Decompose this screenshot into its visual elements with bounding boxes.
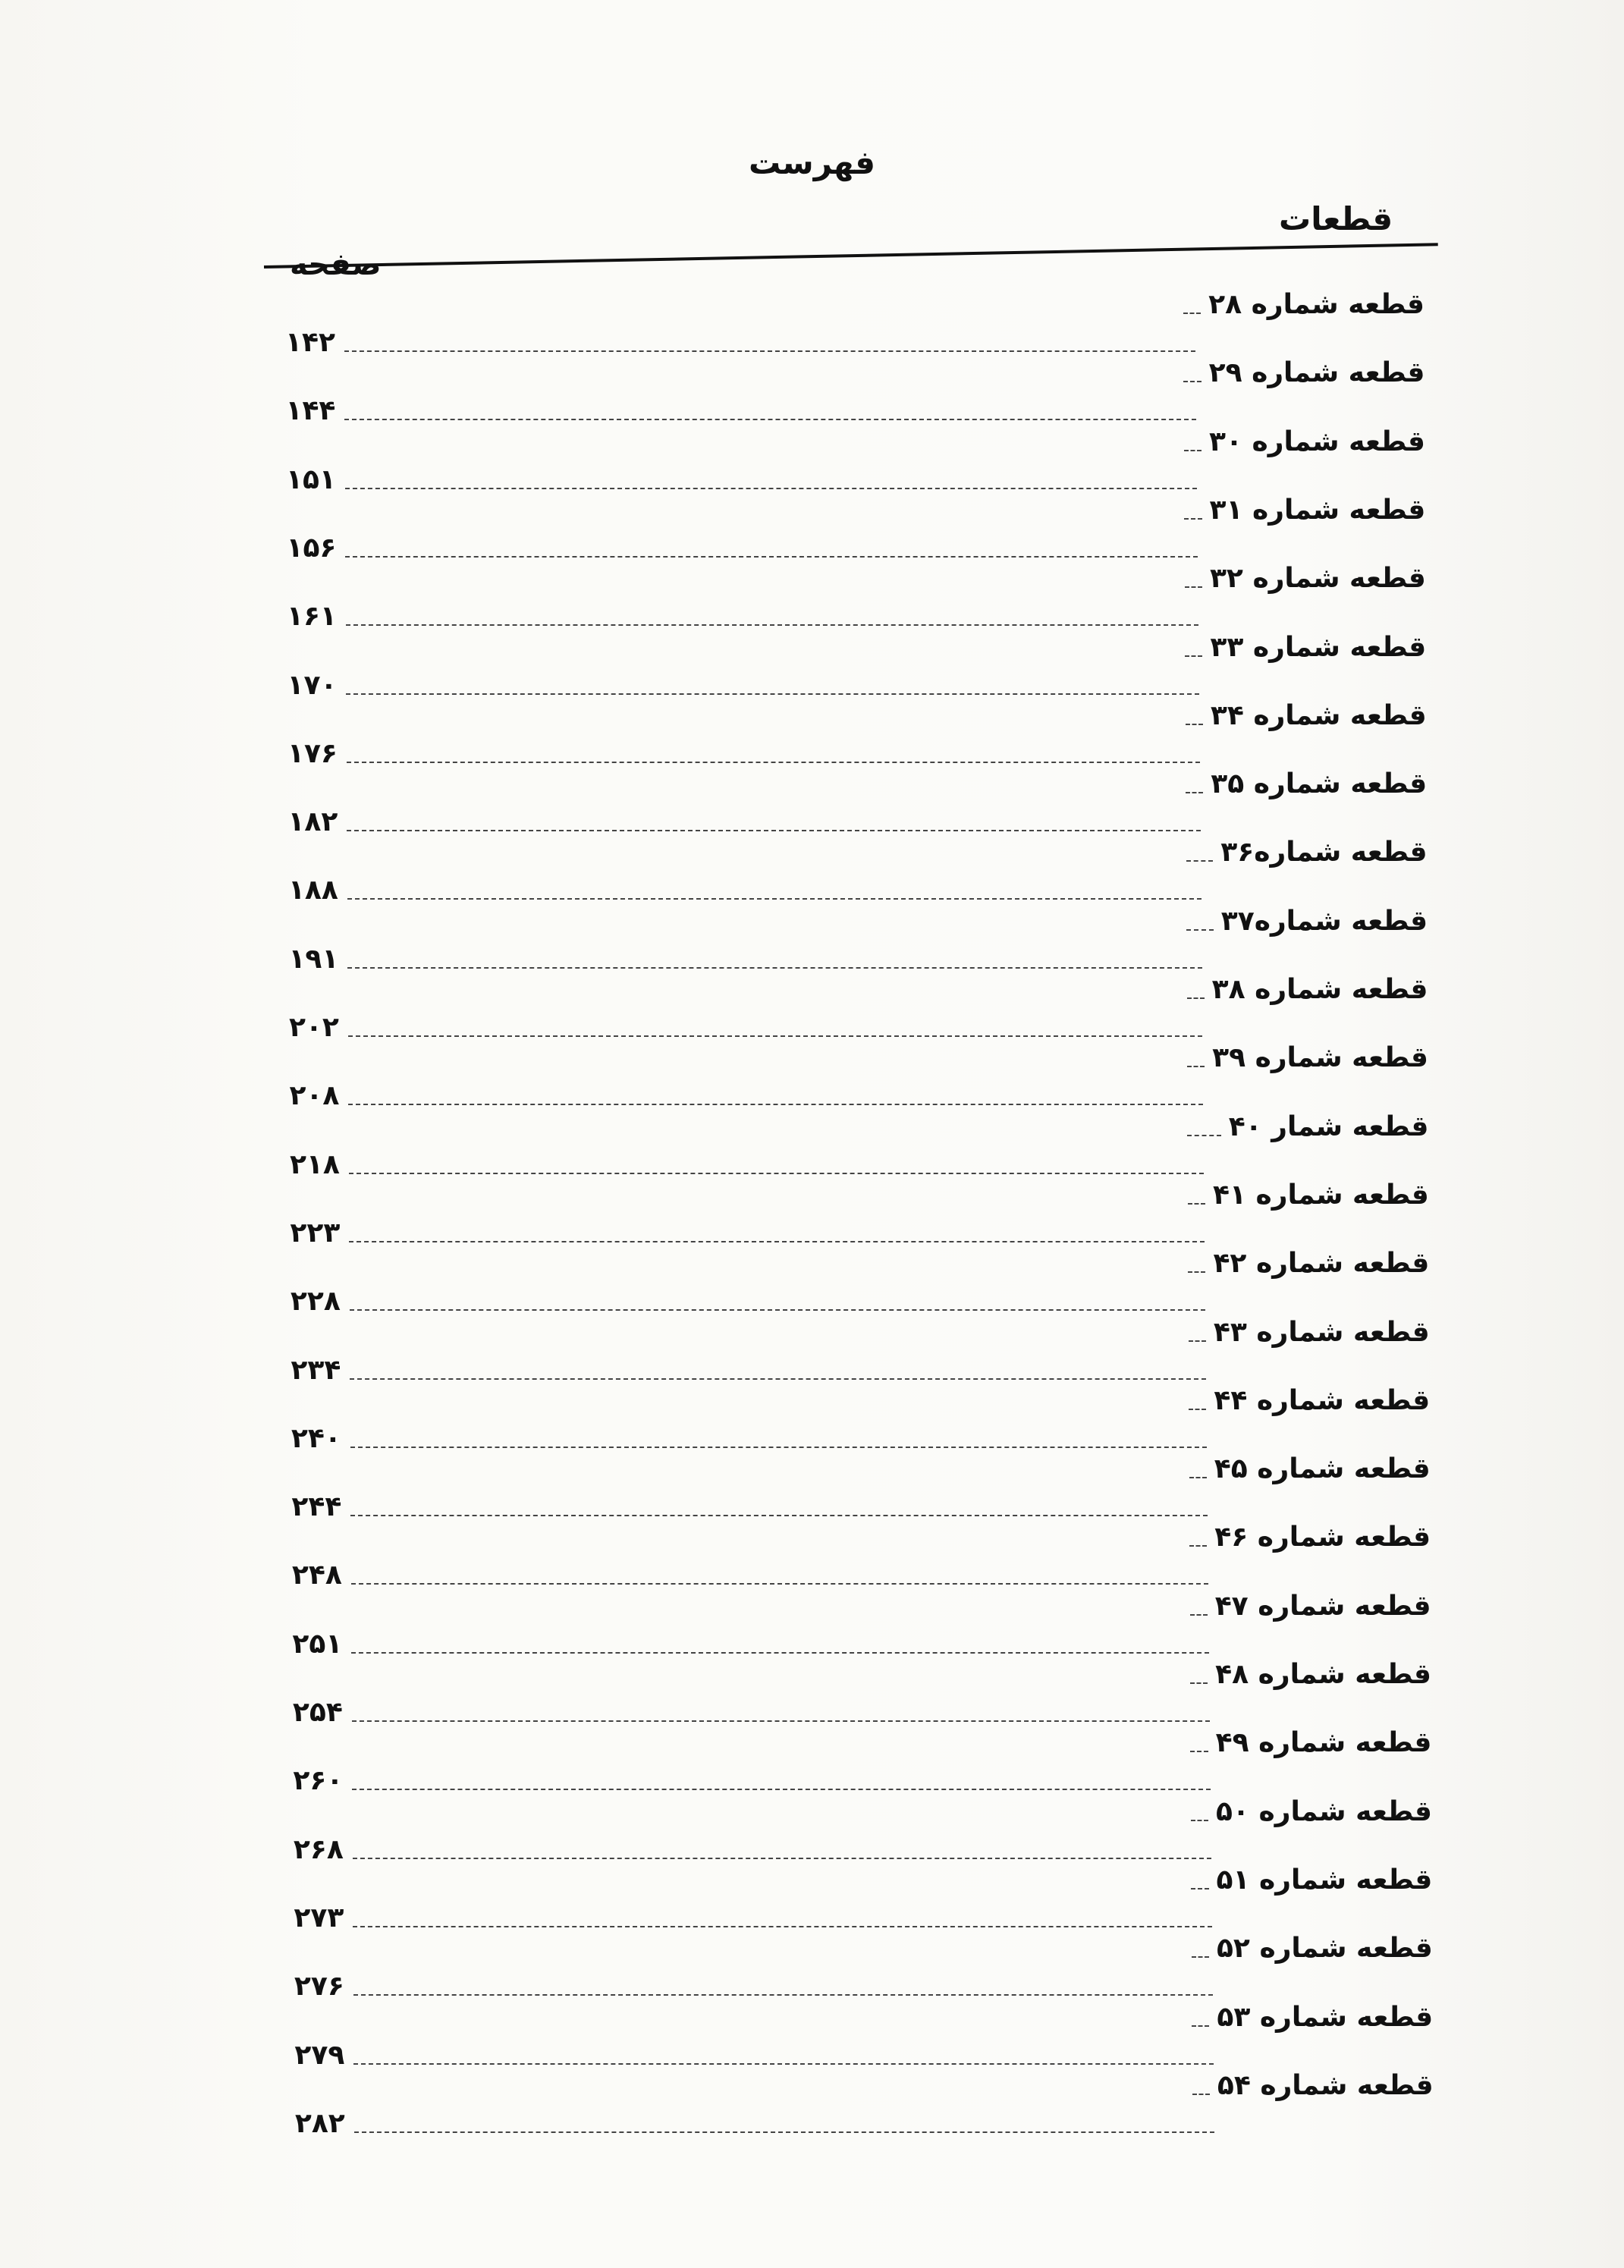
leader-dots [344,350,1195,352]
leader-dots [353,1926,1211,1927]
toc-page-number: ۱۵۱ [285,463,336,495]
toc-entry [1187,1110,1428,1141]
toc-entry-label: قطعه شماره۳۷ [1220,905,1428,937]
leader-dots [1184,450,1202,451]
leader-dots [1185,655,1202,657]
toc-page-number: ۲۶۸ [293,1833,344,1865]
toc-page-number: ۲۷۶ [294,1971,344,2003]
leader-dots [353,2063,1213,2065]
toc-entry [1189,1521,1431,1551]
page-title: فهرست [748,144,876,181]
leader-dots [1191,1888,1208,1889]
leader-dots [1190,1682,1208,1684]
leader-dots [1188,1271,1205,1273]
toc-entry [1187,973,1428,1004]
toc-entry-label: قطعه شماره ۳۴ [1210,699,1427,731]
leader-dots [1184,518,1202,520]
leader-dots [1192,1956,1209,1958]
toc-entry-label: قطعه شمار ۴۰ [1228,1110,1429,1142]
leader-dots [353,1858,1211,1859]
toc-entry-label: قطعه شماره ۳۳ [1210,631,1427,663]
toc-entry [1183,357,1425,387]
toc-page-number: ۲۵۴ [292,1697,343,1728]
toc-page-number-row [288,941,1202,973]
leader-dots [1189,1340,1206,1342]
header-divider [264,243,1438,269]
toc-page-number-row [285,325,1195,357]
toc-entry-label: قطعه شماره ۴۸ [1215,1659,1431,1690]
toc-page-number-row [294,2037,1213,2069]
toc-entry [1192,2001,1433,2031]
toc-page-number: ۱۹۱ [288,943,339,975]
leader-dots [1190,1751,1208,1752]
leader-dots [1185,586,1202,588]
toc-entry-label: قطعه شماره ۴۲ [1213,1248,1430,1280]
toc-page-number: ۲۲۳ [290,1217,341,1249]
toc-page-number-row [291,1352,1206,1384]
toc-page-number: ۲۸۲ [294,2107,345,2139]
leader-dots [1190,1614,1208,1616]
leader-dots [1186,860,1214,862]
leader-dots [1189,1545,1207,1547]
leader-dots [345,488,1197,489]
leader-dots [353,1994,1213,1996]
toc-page-number-row [287,668,1198,699]
column-header-page: صفحه [290,247,382,282]
toc-entry [1187,1041,1428,1072]
leader-dots [1187,1135,1220,1136]
leader-dots [344,419,1196,420]
toc-page-number-row [285,393,1195,425]
toc-entry-label: قطعه شماره ۵۰ [1216,1795,1432,1827]
toc-entry [1188,1247,1430,1280]
leader-dots [351,1583,1208,1585]
toc-page-number-row [290,1215,1205,1247]
toc-page-number-row [290,1147,1204,1179]
toc-page-number: ۲۷۹ [294,2039,345,2071]
toc-page-number: ۲۴۴ [291,1491,342,1523]
toc-entry-label: قطعه شماره ۳۸ [1211,974,1428,1005]
toc-page-number-row [294,1968,1213,2003]
leader-dots [1189,1477,1207,1478]
toc-entry-label: قطعه شماره ۴۹ [1215,1727,1432,1759]
toc-entry-label: قطعه شماره ۴۷ [1214,1590,1431,1622]
toc-page-number: ۱۴۴ [285,395,336,427]
leader-dots [352,1789,1211,1790]
toc-page-number-row [291,1489,1208,1521]
leader-dots [348,1035,1203,1037]
leader-dots [1189,1409,1206,1410]
toc-entry-label: قطعه شماره ۴۴ [1214,1384,1431,1416]
toc-entry [1190,1590,1431,1620]
toc-entry-label: قطعه شماره ۴۱ [1213,1179,1429,1211]
toc-entry-label: قطعه شماره ۵۱ [1216,1864,1433,1896]
toc-page-number-row [294,1900,1211,1932]
leader-dots [345,556,1197,558]
toc-page-number-row [287,804,1200,836]
toc-entry [1185,562,1426,595]
leader-dots [348,1104,1203,1105]
toc-page-number: ۲۴۰ [291,1422,341,1454]
leader-dots [350,1378,1206,1380]
toc-entry [1184,494,1425,524]
toc-entry-label: قطعه شماره ۵۳ [1217,2001,1434,2033]
leader-dots [1192,2094,1210,2095]
toc-entry [1190,1726,1431,1757]
toc-page-number: ۱۸۸ [287,875,338,906]
toc-entry [1186,905,1428,935]
toc-page-number: ۲۴۸ [291,1560,342,1591]
toc-page-number-row [286,530,1197,562]
leader-dots [350,1447,1207,1448]
toc-entry [1190,1658,1431,1688]
leader-dots [1186,929,1214,931]
leader-dots [350,1309,1205,1311]
toc-entry [1186,699,1427,730]
leader-dots [347,967,1202,969]
toc-entry-label: قطعه شماره ۲۹ [1208,357,1425,389]
toc-entry-label: قطعه شماره ۳۱ [1209,494,1426,526]
toc-entry [1184,426,1425,456]
toc-page-number: ۱۷۰ [287,669,338,701]
toc-entry [1192,2069,1434,2100]
leader-dots [1187,997,1205,999]
toc-entry-label: قطعه شماره ۴۵ [1214,1453,1431,1485]
toc-page-number-row [291,1421,1207,1453]
column-header-sections: قطعات [1279,200,1393,237]
leader-dots [1183,313,1201,314]
toc-entry-label: قطعه شماره ۳۲ [1209,563,1426,595]
toc-page-number: ۱۴۲ [285,327,335,358]
toc-page-number-row [289,1078,1203,1110]
toc-page-number: ۲۶۰ [293,1765,344,1797]
toc-page-number-row [288,872,1202,904]
leader-dots [1187,1066,1205,1067]
toc-entry [1189,1384,1430,1415]
toc-page-number-row [286,462,1197,494]
toc-page-number: ۲۰۸ [289,1080,340,1112]
toc-entry [1188,1179,1429,1209]
toc-entry-label: قطعه شماره ۳۵ [1211,768,1428,800]
toc-entry [1185,631,1426,661]
toc-page-number: ۲۵۱ [292,1628,343,1660]
leader-dots [347,898,1202,900]
leader-dots [349,1241,1205,1242]
toc-page-number: ۲۲۸ [290,1286,341,1318]
toc-page-number: ۲۰۲ [288,1012,339,1043]
toc-page-number-row [292,1557,1208,1589]
toc-entry-label: قطعه شماره ۲۸ [1208,289,1425,320]
toc-entry [1189,1453,1431,1483]
toc-page-number: ۱۸۲ [287,806,338,838]
toc-entry [1192,1932,1433,1965]
leader-dots [346,624,1198,626]
toc-page-number-row [294,1832,1211,1864]
leader-dots [1192,2025,1209,2027]
leader-dots [350,1515,1208,1516]
toc-entry-label: قطعه شماره۳۶ [1220,837,1428,869]
toc-page-number: ۱۵۶ [286,532,337,564]
toc-page-number-row [287,736,1200,768]
leader-dots [349,1173,1204,1174]
toc-page-number: ۲۱۸ [289,1148,340,1180]
leader-dots [1191,1820,1208,1821]
toc-page-number: ۲۷۳ [294,1902,344,1933]
toc-entry [1186,768,1427,798]
toc-page-number-row [286,598,1198,633]
leader-dots [1186,724,1203,725]
toc-entry [1189,1316,1430,1346]
toc-page-number: ۱۷۶ [287,737,338,769]
toc-entry-label: قطعه شماره ۵۴ [1217,2069,1434,2101]
toc-entry-label: قطعه شماره ۳۹ [1212,1042,1428,1074]
toc-entry-label: قطعه شماره ۴۶ [1214,1522,1431,1553]
toc-page-number-row [295,2106,1214,2138]
toc-page-number-row [293,1695,1210,1726]
toc-page-number-row [293,1763,1210,1795]
leader-dots [1183,381,1201,382]
toc-page-number-row [292,1626,1209,1658]
leader-dots [346,693,1198,695]
toc-entry-label: قطعه شماره ۳۰ [1209,426,1425,457]
toc-entry [1186,836,1428,869]
leader-dots [1188,1203,1205,1205]
leader-dots [347,830,1200,831]
toc-page-number-row [290,1283,1205,1318]
toc-entry [1183,288,1425,319]
toc-page-number: ۲۳۴ [291,1354,341,1386]
toc-page-number-row [289,1010,1203,1041]
leader-dots [347,762,1200,763]
toc-entry [1191,1795,1432,1826]
leader-dots [354,2131,1214,2133]
toc-entry [1191,1864,1432,1894]
toc-entry-label: قطعه شماره ۴۳ [1213,1316,1430,1348]
toc-page-number: ۱۶۱ [286,601,337,633]
leader-dots [1186,792,1203,793]
leader-dots [352,1720,1210,1722]
leader-dots [351,1652,1209,1654]
toc-entry-label: قطعه شماره ۵۲ [1216,1933,1433,1965]
